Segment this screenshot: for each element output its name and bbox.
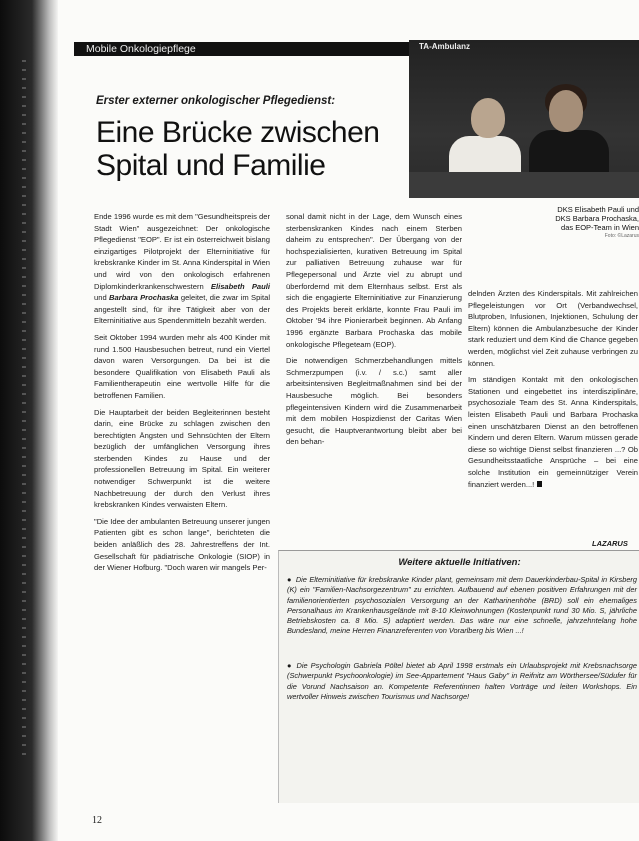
sidebar-bullet-item: ● Die Psychologin Gabriela Pöltel bietet ab April 1998 erstmals ein Urlaubsprojekt mit Krebsnachsorge (Schwerpunkt Psychoonkologie) im See-Appartement "Haus Gaby" in Reifnitz am Wörthersee/Südufer für die Vorund Nachsaison an. Kompetente Referentinnen halten Vorträge und leiten Workshops. Ein wertvoller Hinweis zwischen Tourismus und Nachsorge! [287, 661, 637, 701]
sidebar-box-title: Weitere aktuelle Initiativen: [398, 557, 521, 568]
paragraph: Die Hauptarbeit der beiden Begleiterinnen besteht darin, eine Brücke zu schlagen zwischen den berechtigten Ängsten und Sehnsüchten der Eltern bezüglich der umfänglichen Versorgung ihres sterbenden Kindes zu Hause und der professionellen Betreuung im Spital. Ein weiterer notwendiger Schwerpunkt ist die weitere Nachbetreuung der durch den Verlust ihres krebskranken Kindes verwaisten Eltern. [94, 407, 270, 510]
photo-credit: Foto: ©Lazarus [604, 233, 639, 239]
photo-sign-text: TA-Ambulanz [419, 42, 470, 51]
article-column-3 [468, 288, 638, 490]
author-signature: LAZARUS [592, 539, 628, 548]
photo-caption: DKS Elisabeth Pauli und DKS Barbara Prochaska, das EOP-Team in Wien Foto: ©Lazarus [515, 205, 639, 241]
section-header: Mobile Onkologiepflege [74, 42, 416, 56]
paragraph: Ende 1996 wurde es mit dem "Gesundheitspreis der Stadt Wien" ausgezeichnet: Der onkologische Pflegedienst "EOP". Er ist ein österreichweit bislang einzigartiges Pilotprojekt der Elterninitiative für krebskranke Kinder im St. Anna Kinderspital in Wien und wird von den onkologisch erfahrenen Diplomkinderkrankenschwestern Elisabeth Pauli und Barbara Prochaska geleitet, die zwar im Spital angestellt sind, für ihre Tätigkeit aber von der Elterninitiative aus Spendenmitteln bezahlt werden. [94, 212, 271, 326]
end-of-article-mark [537, 481, 542, 487]
team-photo [409, 40, 639, 198]
sidebar-bullet-item: ● Die Elterninitiative für krebskranke Kinder plant, gemeinsam mit dem Dauerkinderbau-Spital in Kirsberg (K) ein "Familien-Nachsorgezentrum" zu errichten. Aufbauend auf ebenen positiven Erfahrungen mit der familienorientierten psychosozialen Versorgung an der Katharinenhöhe (BRD) soll ein ehemaliges Personalhaus im Krankenhausgelände mit 8-10 Kleinwohnungen (Kostenpunkt rund 30 Mio. S, jährliche Betriebskosten ca. 8 Mio. S) adaptiert werden. Das wäre nur eine schnelle, jahrzehntelang hohe Bundesland, meine Herren Finanzreferenten von Vorarlberg bis Wien ...! [287, 575, 638, 636]
sidebar-box [278, 550, 639, 803]
person-name: Barbara Prochaska [109, 293, 179, 303]
article-column-2 [286, 211, 462, 448]
paragraph: "Die Idee der ambulanten Betreuung unserer jungen Patienten gibt es schon lange", berichteten die beiden anläßlich des 28. Jahrestreffens der Int. Gesellschaft für pädiatrische Onkologie (SIOP) in der Wiener Hofburg. "Doch waren wir mangels Per- [94, 516, 270, 573]
page-number: 12 [92, 815, 102, 826]
paragraph: Im ständigen Kontakt mit den onkologischen Stationen und eingebettet ins interdisziplinäre, psychosoziale Team des St. Anna Kinderspitals, leisten Elisabeth Pauli und Barbara Prochaska einen unschätzbaren Dienst an den betroffenen Kindern und deren Eltern. Warum müssen gerade diese so wichtige Dienst selbst finanzieren ...? Ob Gesundheitsstaatliche Ansprüche – bei eine solche Institution ein gemeinnütziger Verein finanziert werden...! [468, 375, 638, 489]
article-headline: Eine Brücke zwischen Spital und Familie [96, 116, 380, 182]
book-spine-shadow [0, 0, 58, 841]
article-kicker: Erster externer onkologischer Pflegedienst: [96, 95, 336, 107]
paragraph: delnden Ärzten des Kinderspitals. Mit zahlreichen Pflegeleistungen vor Ort (Verbandwechsel, Blutproben, Infusionen, Injektionen, Schulung der Eltern) können die Ambulanzbesuche der Kinder stark reduziert und dem Kind die Chance gegeben werden, möglichst viel Zeit zuhause verbringen zu können. [468, 289, 638, 368]
paragraph: Seit Oktober 1994 wurden mehr als 400 Kinder mit rund 1.500 Hausbesuchen betreut, rund ein Viertel davon waren Versorgungen. Da bei ist die besondere Qualifikation von Elisabeth Pauli als Familientherapeutin eine wertvolle Hilfe für die betroffenen Familien. [94, 332, 270, 400]
paragraph: sonal damit nicht in der Lage, dem Wunsch eines sterbenskranken Kindes nach einem Sterben daheim zu entsprechen". Der Übergang von der hochspezialisierten, kurativen Betreuung im Spital zur palliativen Betreuung zuhause war für Pflegepersonal und Ärzte viel zu abrupt und überfordernd mit dem Elternhaus selbst. Erst als sich die engagierte Elterninitiative zur Finanzierung des Projekts bereit erklärte, konnte Frau Pauli im Oktober '94 ihre Pionierarbeit beginnen. Ab Anfang 1996 ergänzte Barbara Prochaska das mobile onkologische Pflegeteam (EOP). [286, 212, 462, 349]
person-name: Elisabeth Pauli [210, 281, 270, 291]
paragraph: Die notwendigen Schmerzbehandlungen mittels Schmerzpumpen (i.v. / s.c.) samt aller arbeitsintensiven Begleitmaßnahmen sind bei der Hausbesuche möglich. Bei besonders pflegeintensiven Kindern wird die Zusammenarbeit mit dem mobilen Hospizdienst der Caritas Wien gesucht, die Hauptverantwortung bleibt aber bei den behan- [286, 356, 462, 447]
article-column-1 [94, 211, 270, 574]
